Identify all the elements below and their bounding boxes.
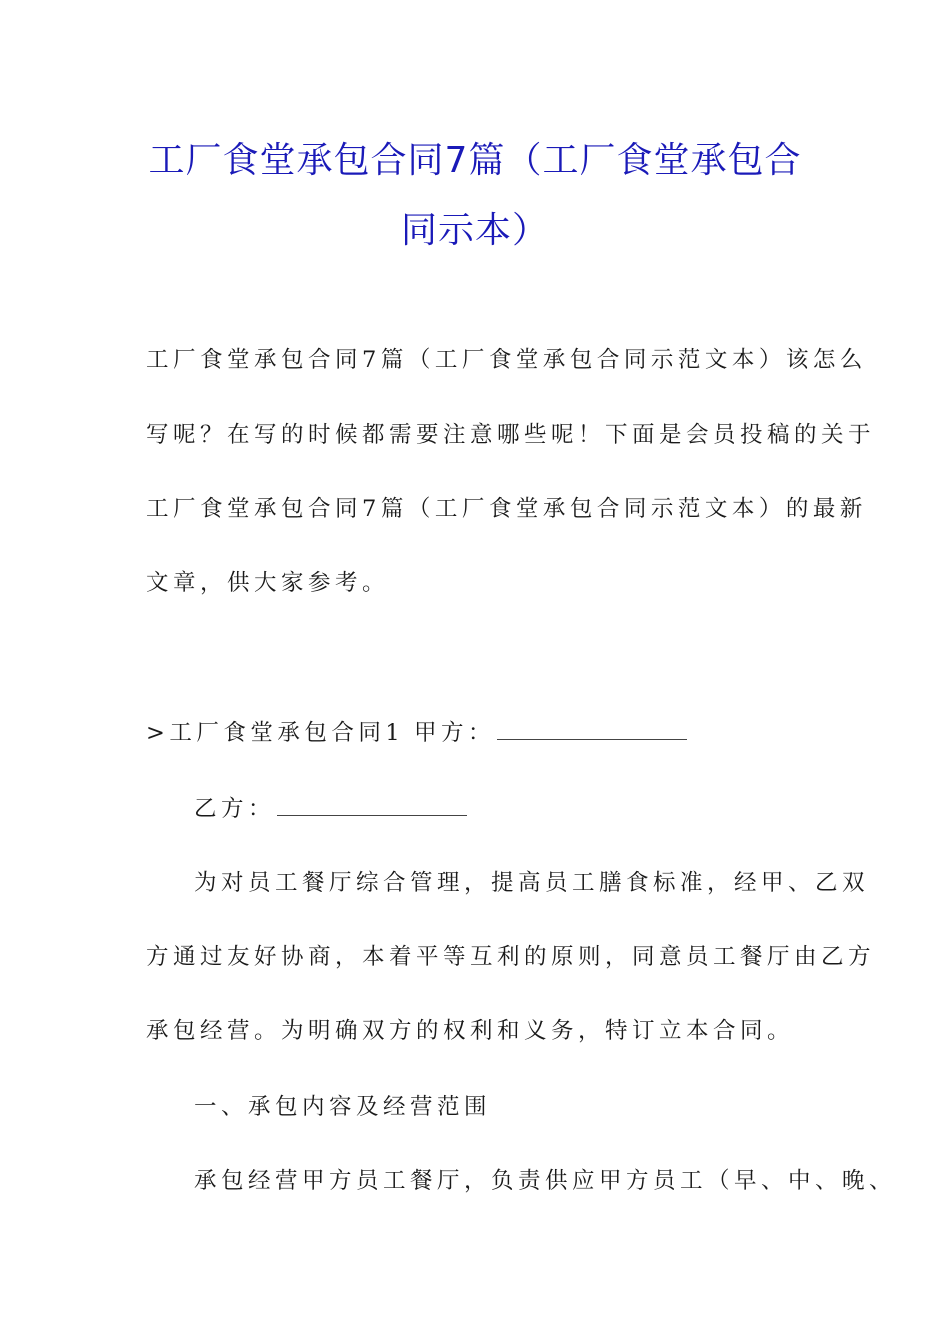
intro-line-3: 工厂食堂承包合同7篇（工厂食堂承包合同示范文本）的最新 (146, 496, 867, 522)
document-title-line-1: 工厂食堂承包合同7篇（工厂食堂承包合 (148, 140, 802, 181)
body-line-1: 为对员工餐厅综合管理，提高员工膳食标准，经甲、乙双 (194, 870, 870, 896)
party-a-row (414, 718, 687, 748)
intro-line-4: 文章，供大家参考。 (146, 570, 390, 596)
body-line-2: 方通过友好协商，本着平等互利的原则，同意员工餐厅由乙方 (146, 944, 876, 970)
party-b-row (194, 794, 467, 824)
party-a-blank (497, 719, 687, 740)
intro-line-1: 工厂食堂承包合同7篇（工厂食堂承包合同示范文本）该怎么 (146, 347, 867, 373)
party-b-blank (277, 795, 467, 816)
body-line-3: 承包经营。为明确双方的权利和义务，特订立本合同。 (146, 1018, 795, 1044)
party-b-label: 乙方： (194, 796, 276, 822)
section-one-line-1: 承包经营甲方员工餐厅，负责供应甲方员工（早、中、晚、 (194, 1168, 897, 1194)
intro-line-2: 写呢？在写的时候都需要注意哪些呢！下面是会员投稿的关于 (146, 422, 876, 448)
document-title-line-2: 同示本） (400, 210, 549, 251)
section-one-heading: 一、承包内容及经营范围 (194, 1094, 492, 1120)
contract-heading: >工厂食堂承包合同1 (146, 720, 405, 746)
party-a-label: 甲方： (414, 720, 496, 746)
